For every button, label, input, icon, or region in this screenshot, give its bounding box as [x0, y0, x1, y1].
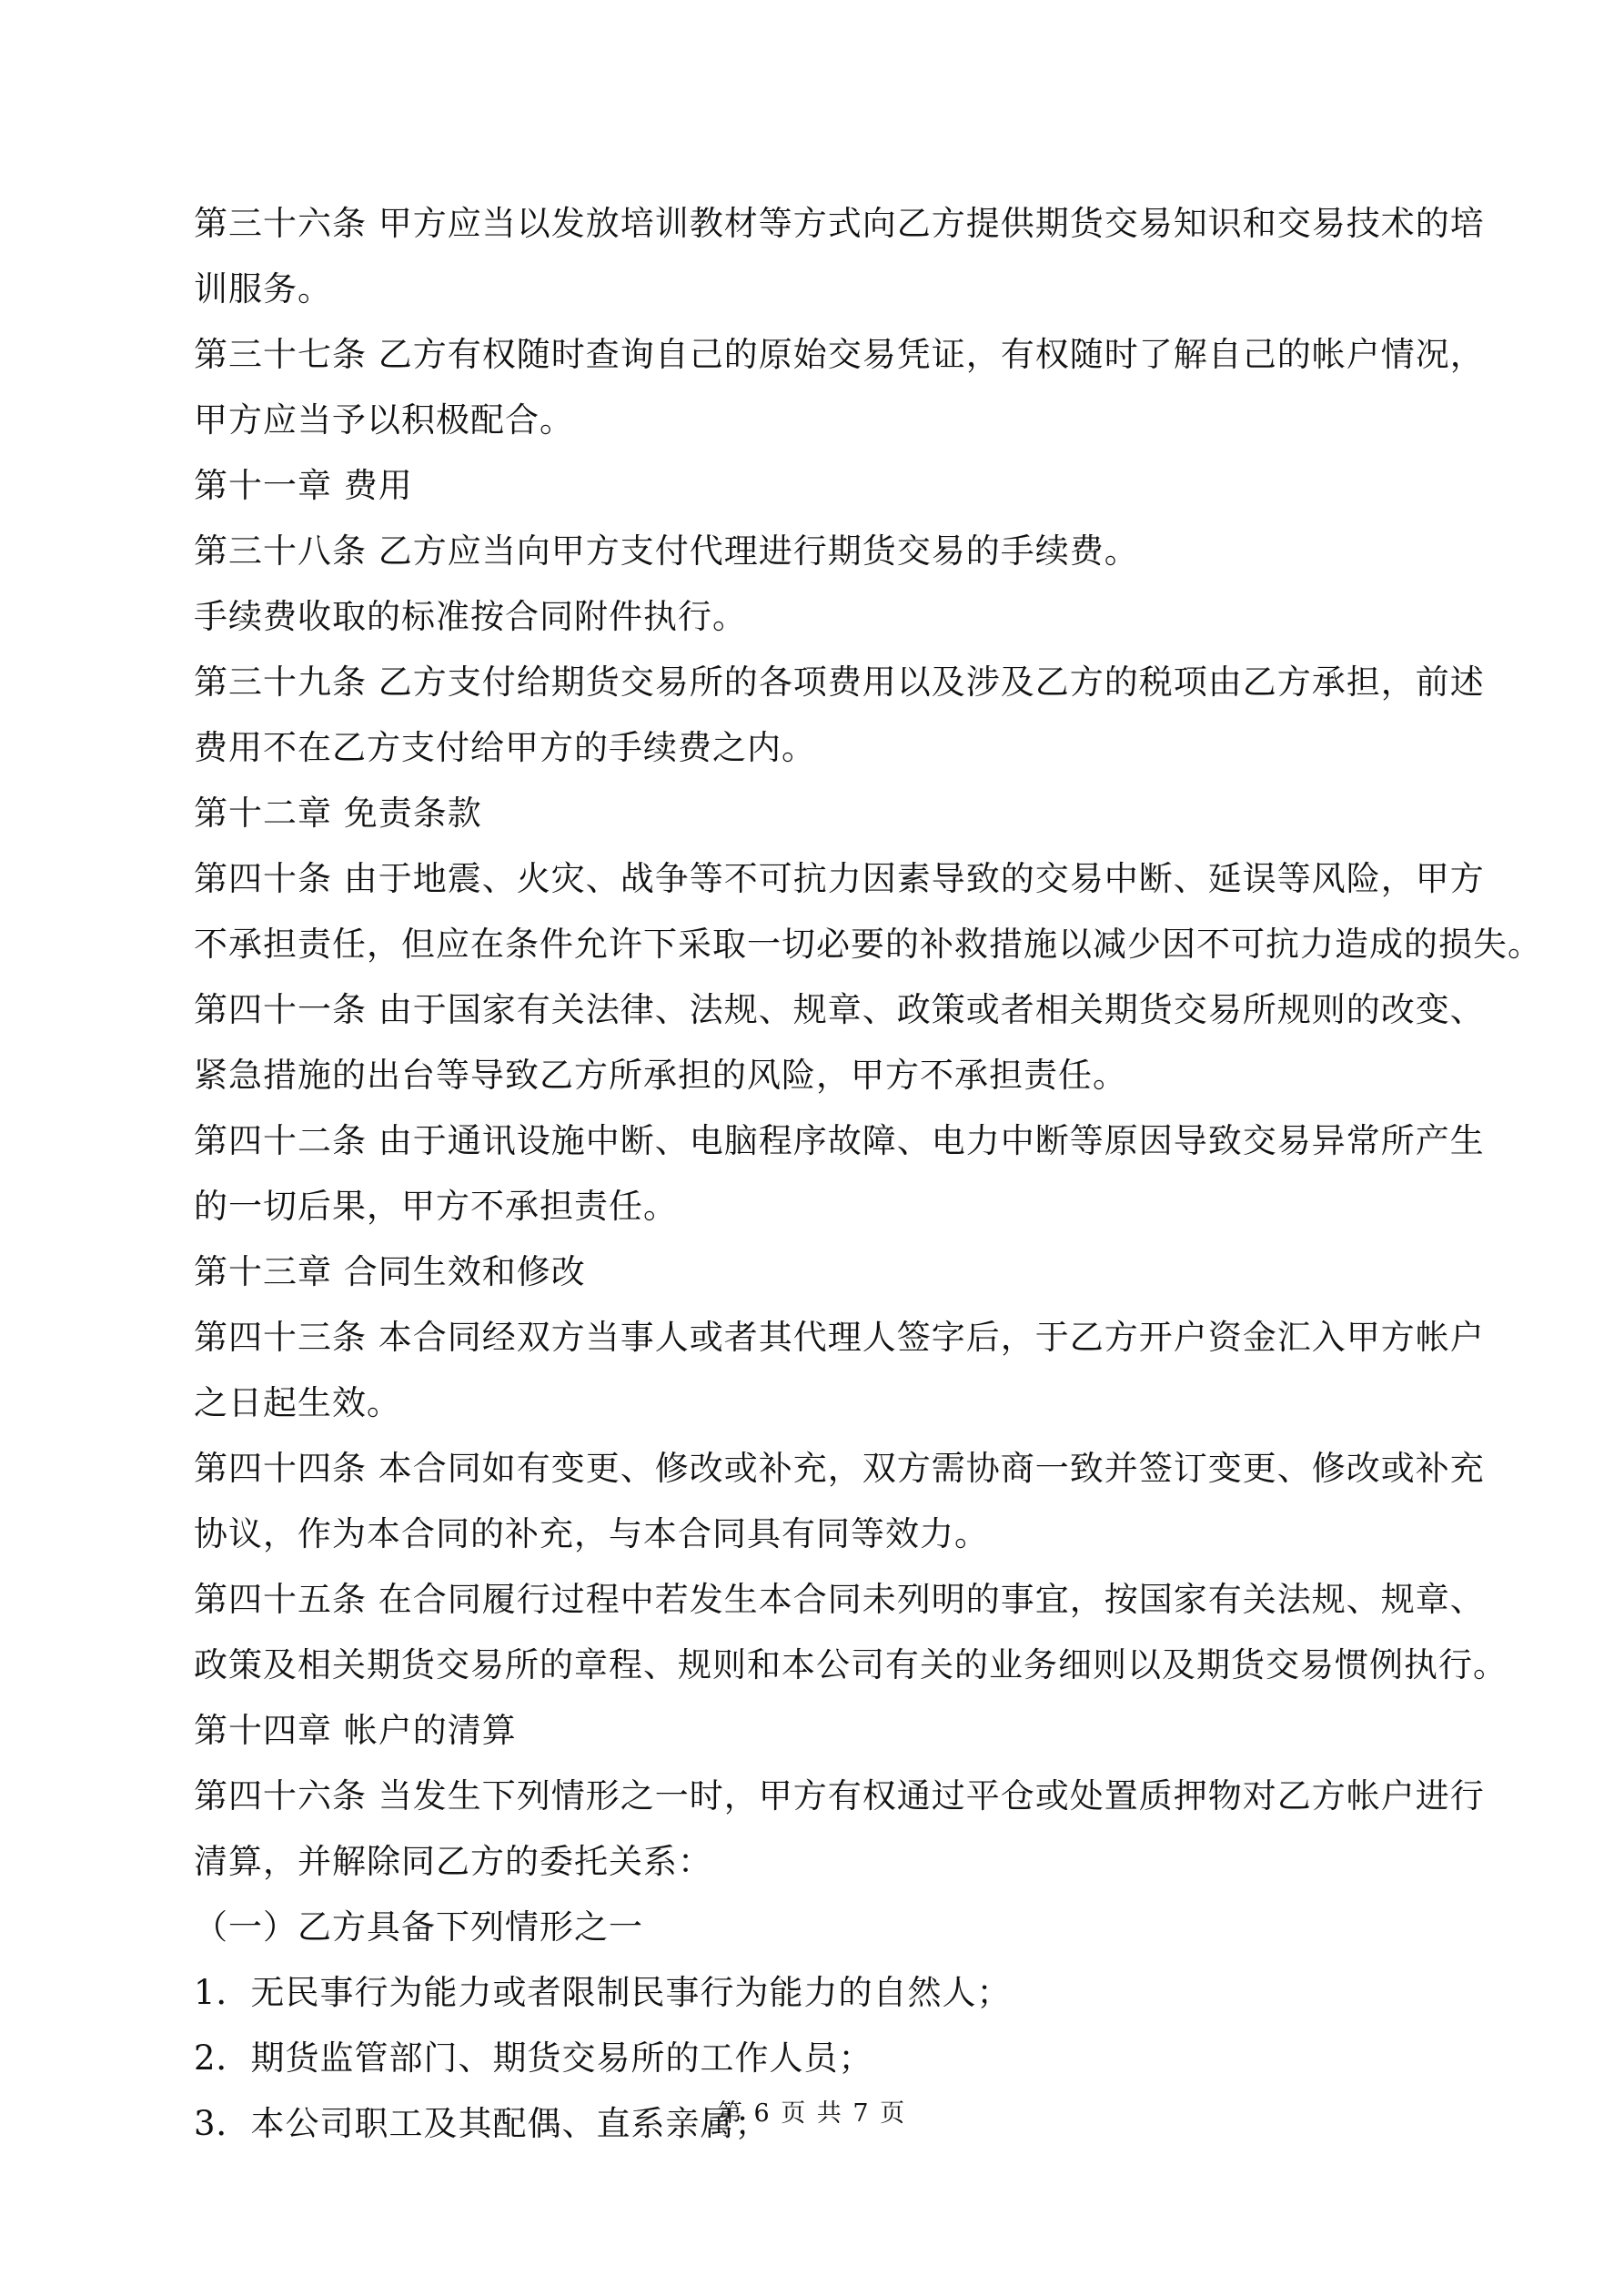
text-line: 不承担责任，但应在条件允许下采取一切必要的补救措施以减少因不可抗力造成的损失。 — [194, 925, 1542, 964]
chapter-heading: 第十四章 帐户的清算 — [194, 1711, 517, 1750]
text-line: 第四十三条 本合同经双方当事人或者其代理人签字后，于乙方开户资金汇入甲方帐户 — [194, 1318, 1485, 1357]
text-line: 手续费收取的标准按合同附件执行。 — [194, 597, 747, 636]
text-line: 甲方应当予以积极配合。 — [194, 400, 574, 440]
text-line: 紧急措施的出台等导致乙方所承担的风险，甲方不承担责任。 — [194, 1056, 1127, 1095]
text-line: 的一切后果，甲方不承担责任。 — [194, 1187, 678, 1226]
text-line: 清算，并解除同乙方的委托关系： — [194, 1842, 712, 1881]
text-line: 协议，作为本合同的补充，与本合同具有同等效力。 — [194, 1514, 989, 1553]
list-item: 1．无民事行为能力或者限制民事行为能力的自然人； — [194, 1973, 1012, 2012]
list-heading: （一）乙方具备下列情形之一 — [194, 1907, 643, 1947]
text-line: 训服务。 — [194, 269, 332, 308]
chapter-heading: 第十三章 合同生效和修改 — [194, 1252, 586, 1291]
text-line: 费用不在乙方支付给甲方的手续费之内。 — [194, 728, 816, 767]
text-line: 第三十六条 甲方应当以发放培训教材等方式向乙方提供期货交易知识和交易技术的培 — [194, 204, 1485, 243]
text-line: 第四十一条 由于国家有关法律、法规、规章、政策或者相关期货交易所规则的改变、 — [194, 990, 1485, 1029]
text-line: 第四十二条 由于通讯设施中断、电脑程序故障、电力中断等原因导致交易异常所产生 — [194, 1121, 1485, 1160]
list-item: 2．期货监管部门、期货交易所的工作人员； — [194, 2038, 873, 2078]
text-line: 第四十四条 本合同如有变更、修改或补充，双方需协商一致并签订变更、修改或补充 — [194, 1449, 1485, 1488]
page-number-footer: 第 6 页 共 7 页 — [717, 2099, 907, 2128]
text-line: 第四十五条 在合同履行过程中若发生本合同未列明的事宜，按国家有关法规、规章、 — [194, 1580, 1485, 1619]
list-item: 3．本公司职工及其配偶、直系亲属； — [194, 2104, 770, 2143]
text-line: 第三十七条 乙方有权随时查询自己的原始交易凭证，有权随时了解自己的帐户情况， — [194, 335, 1485, 374]
text-line: 之日起生效。 — [194, 1383, 401, 1422]
text-line: 第三十九条 乙方支付给期货交易所的各项费用以及涉及乙方的税项由乙方承担，前述 — [194, 663, 1485, 702]
text-line: 第四十条 由于地震、火灾、战争等不可抗力因素导致的交易中断、延误等风险，甲方 — [194, 859, 1485, 898]
text-line: 第三十八条 乙方应当向甲方支付代理进行期货交易的手续费。 — [194, 531, 1139, 571]
document-body — [194, 191, 1542, 2157]
text-line: 第四十六条 当发生下列情形之一时，甲方有权通过平仓或处置质押物对乙方帐户进行 — [194, 1776, 1485, 1816]
chapter-heading: 第十一章 费用 — [194, 466, 413, 505]
text-line: 政策及相关期货交易所的章程、规则和本公司有关的业务细则以及期货交易惯例执行。 — [194, 1645, 1508, 1684]
chapter-heading: 第十二章 免责条款 — [194, 794, 482, 833]
